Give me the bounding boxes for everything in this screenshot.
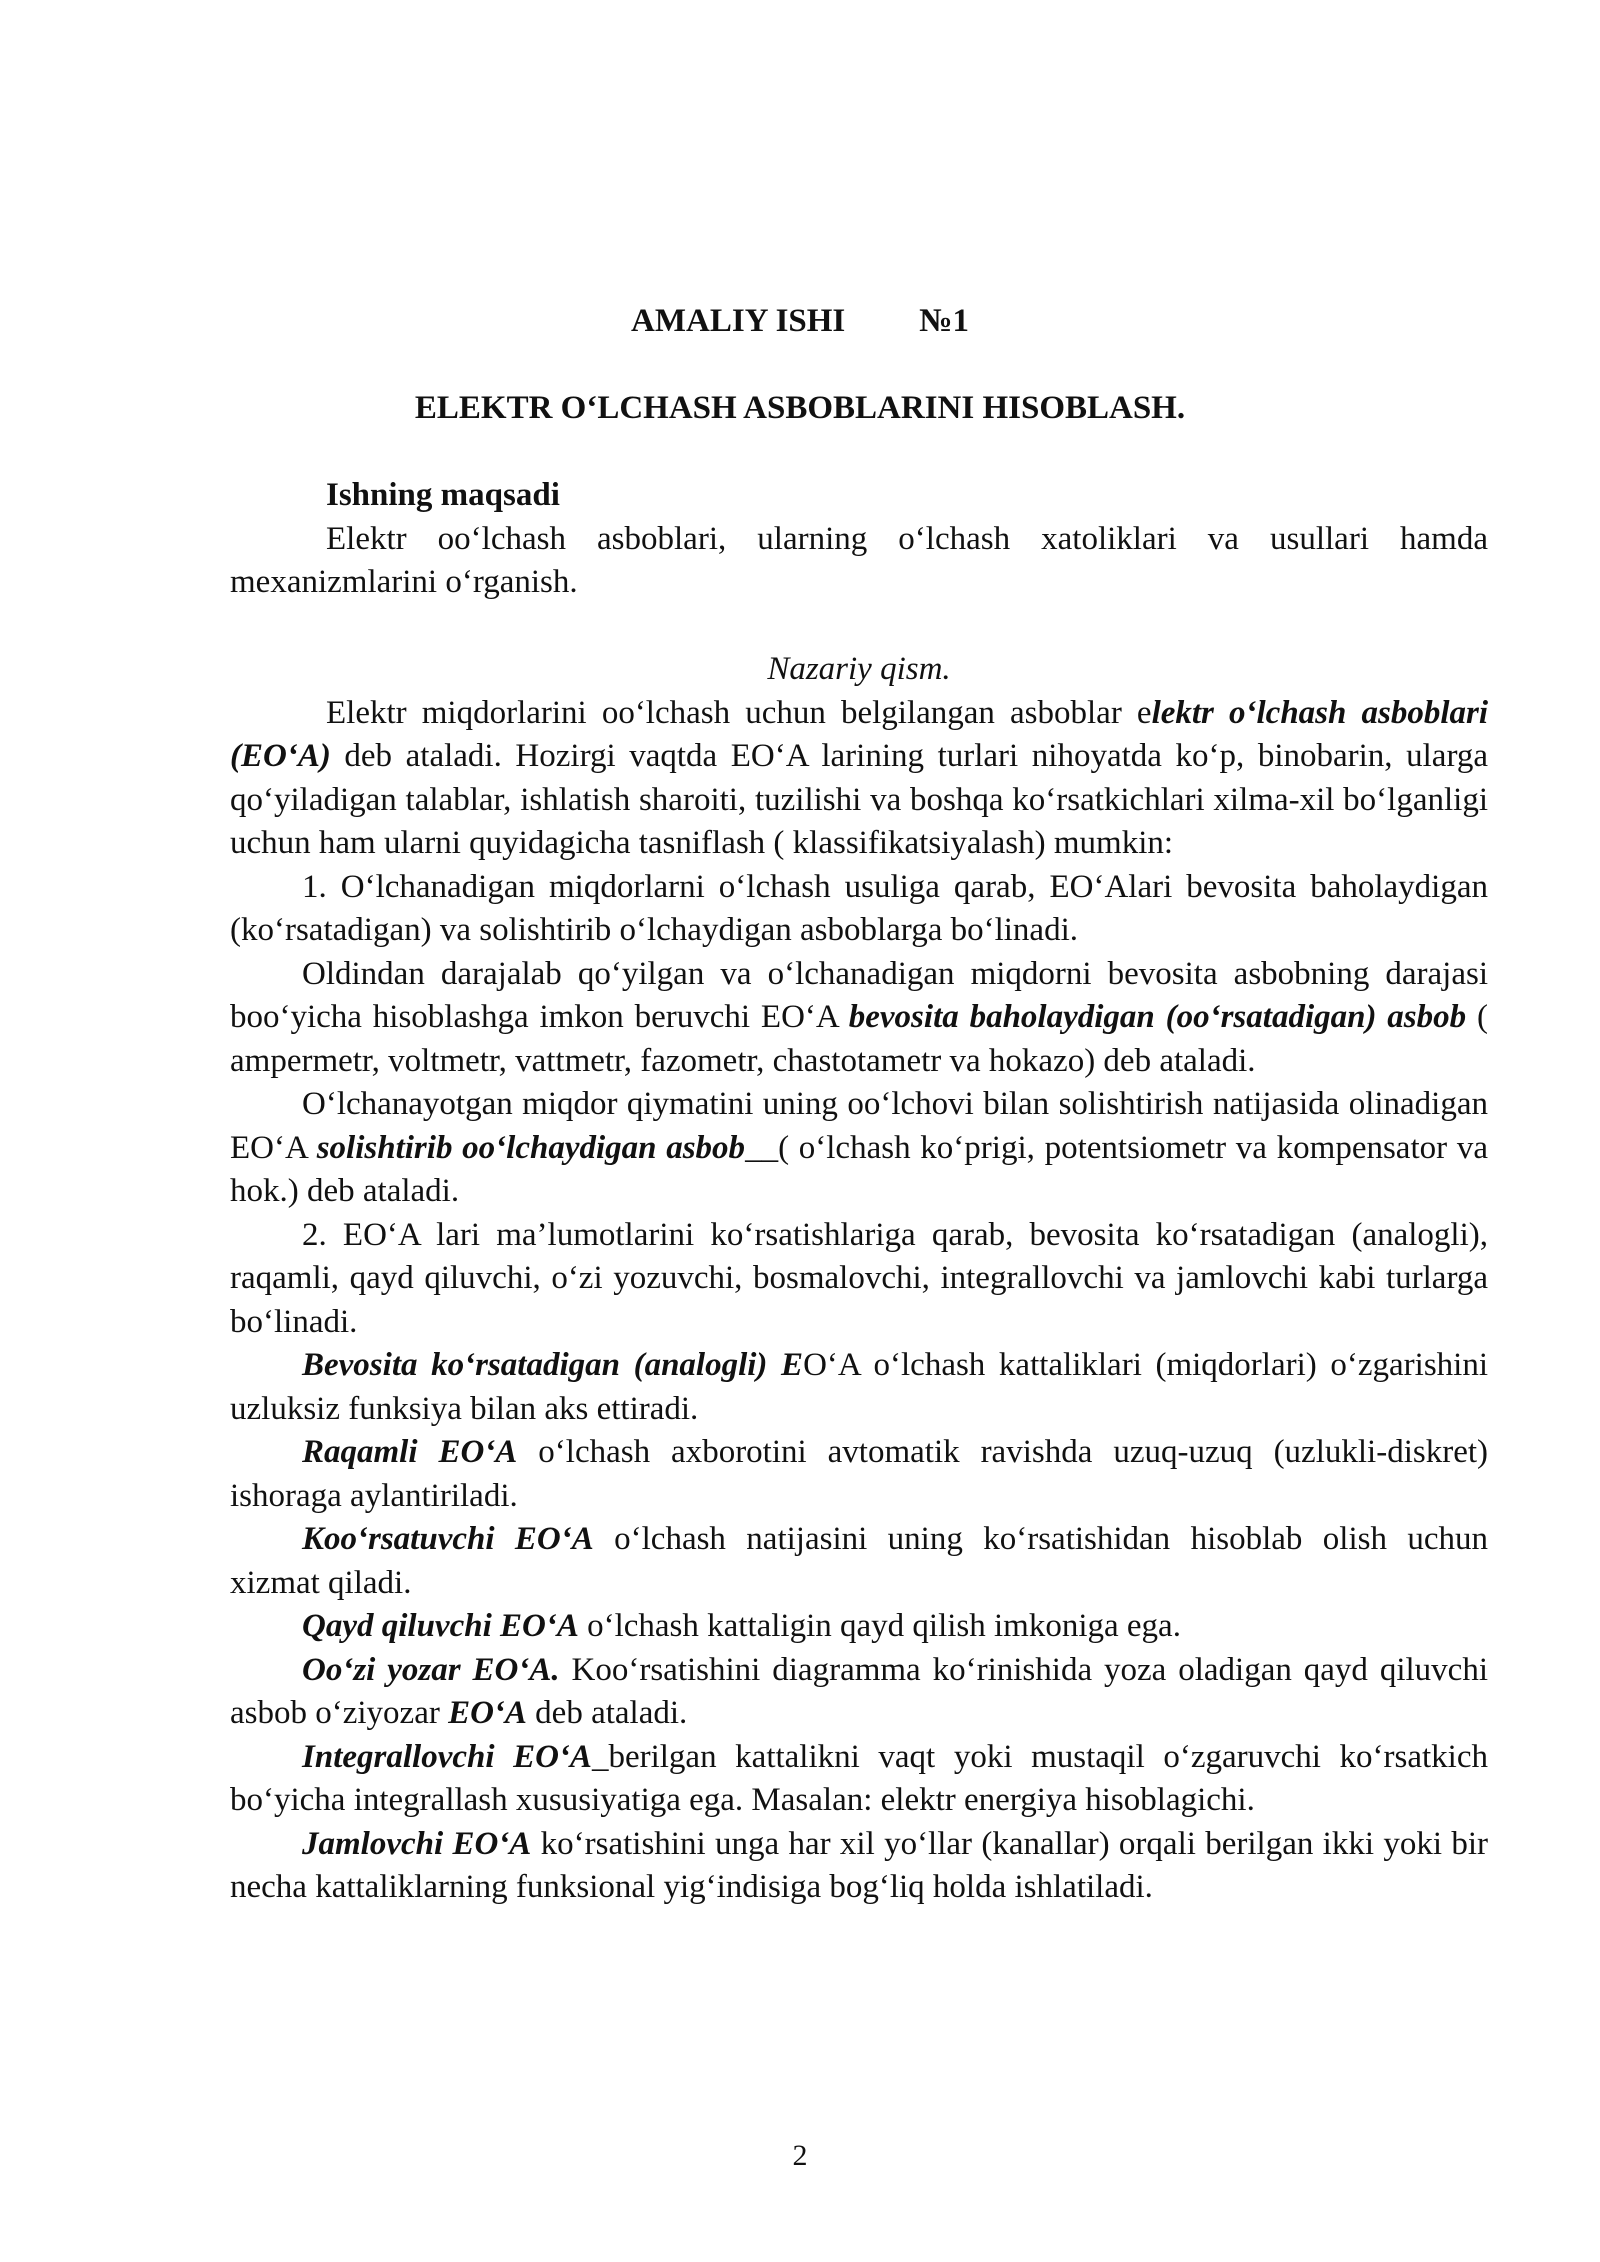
p3-term: bevosita baholaydigan (oo‘rsatadigan) asbob	[848, 999, 1467, 1035]
theory-paragraph-8	[230, 1518, 1488, 1605]
p1-text-a: Elektr miqdorlarini oo‘lchash uchun belgilangan asboblar e	[326, 694, 1152, 731]
theory-paragraph-4	[230, 1083, 1488, 1214]
p12-term: Jamlovchi EO‘A	[302, 1825, 532, 1862]
theory-paragraph-12	[230, 1823, 1488, 1910]
theory-paragraph-10	[230, 1649, 1488, 1736]
theory-paragraph-6	[230, 1344, 1488, 1431]
p8-text: o‘lchash natijasini uning ko‘rsatishidan hisoblab olish uchun xizmat qiladi.	[230, 1521, 1488, 1601]
p8-term: Koo‘rsatuvchi EO‘A	[302, 1521, 594, 1557]
theory-heading: Nazariy qism.	[767, 651, 951, 687]
p4-text-a: O‘lchanayotgan miqdor qiymatini uning oo‘lchovi bilan solishtirish natijasida olinadigan EO‘A	[230, 1086, 1488, 1166]
page-number: 2	[792, 2139, 808, 2172]
document-title	[0, 300, 1600, 343]
goal-heading: Ishning maqsadi	[326, 477, 560, 513]
p11-term: Integrallovchi EO‘A	[302, 1738, 592, 1775]
p12-text: ko‘rsatishini unga har xil yo‘llar (kanallar) orqali berilgan ikki yoki bir necha kattaliklarning funksional yig‘indisiga bog‘liq holda ishlatiladi.	[230, 1825, 1488, 1905]
document-body	[230, 474, 1488, 1910]
theory-paragraph-5: 2. EO‘A lari ma’lumotlarini ko‘rsatishlariga qarab, bevosita ko‘rsatadigan (analogli), raqamli, qayd qiluvchi, o‘zi yozuvchi, bosmalovchi, integrallovchi va jamlovchi kabi turlarga bo‘linadi.	[230, 1216, 1488, 1340]
p6-text: O‘A o‘lchash kattaliklari (miqdorlari) o‘zgarishini uzluksiz funksiya bilan aks ettiradi.	[230, 1347, 1489, 1427]
theory-paragraph-11	[230, 1736, 1488, 1823]
p10-term: Oo‘zi yozar EO‘A.	[302, 1651, 560, 1688]
p1-text-c: deb ataladi. Hozirgi vaqtda EO‘A larining turlari nihoyatda ko‘p, binobarin, ularga qo‘yiladigan talablar, ishlatish sharoiti, tuzilishi va boshqa ko‘rsatkichlari xilma-xil bo‘lganligi uchun ham ularni quyidagicha tasniflash ( klassifikatsiyalash) mumkin:	[230, 738, 1488, 861]
p10-text-b: Koo‘rsatishini diagramma ko‘rinishida yoza oladigan qayd qiluvchi asbob o‘ziyozar	[230, 1651, 1488, 1731]
p7-text: o‘lchash axborotini avtomatik ravishda uzuq-uzuq (uzlukli-diskret) ishoraga aylantiriladi.	[230, 1434, 1489, 1514]
p9-text: o‘lchash kattaligin qayd qilish imkoniga ega.	[578, 1608, 1181, 1644]
goal-text: Elektr oo‘lchash asboblari, ularning o‘lchash xatoliklari va usullari hamda mexanizmlarini o‘rganish.	[230, 520, 1488, 600]
p3-text-a: Oldindan darajalab qo‘yilgan va o‘lchanadigan miqdorni bevosita asbobning darajasi boo‘yicha hisoblashga imkon beruvchi EO‘A	[230, 955, 1488, 1035]
p4-term: solishtirib oo‘lchaydigan asbob	[316, 1129, 746, 1166]
document-subtitle: ELEKTR O‘LCHASH ASBOBLARINI HISOBLASH.	[414, 390, 1186, 426]
p4-text-c: __( o‘lchash ko‘prigi, potentsiometr va kompensator va hok.) deb ataladi.	[230, 1129, 1488, 1209]
p7-term: Raqamli EO‘A	[302, 1434, 518, 1470]
theory-paragraph-1	[230, 692, 1488, 866]
p1-term: lektr o‘lchash asboblari (EO‘A)	[230, 694, 1488, 774]
theory-paragraph-9	[230, 1605, 1488, 1649]
title-text: AMALIY ISHI	[631, 303, 846, 339]
theory-paragraph-3	[230, 953, 1488, 1084]
theory-paragraph-2: 1. O‘lchanadigan miqdorlarni o‘lchash usuliga qarab, EO‘Alari bevosita baholaydigan (ko‘rsatadigan) va solishtirib o‘lchaydigan asboblarga bo‘linadi.	[230, 868, 1488, 948]
work-number: №1	[919, 303, 969, 339]
p6-term: Bevosita ko‘rsatadigan (analogli) E	[302, 1347, 804, 1383]
p3-text-c: ( ampermetr, voltmetr, vattmetr, fazometr, chastotametr va hokazo) deb ataladi.	[230, 999, 1488, 1079]
p9-term: Qayd qiluvchi EO‘A	[302, 1608, 579, 1644]
p10-text-d: deb ataladi.	[526, 1695, 688, 1731]
p10-term-2: EO‘A	[448, 1695, 527, 1731]
theory-paragraph-7	[230, 1431, 1488, 1518]
p11-text: _berilgan kattalikni vaqt yoki mustaqil o‘zgaruvchi ko‘rsatkich bo‘yicha integrallash xususiyatiga ega. Masalan: elektr energiya hisoblagichi.	[230, 1738, 1488, 1818]
